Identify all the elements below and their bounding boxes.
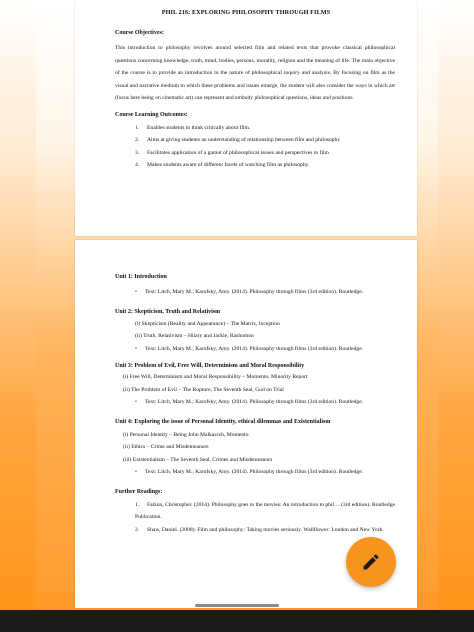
navigation-bar <box>0 610 474 632</box>
unit3-item: (ii) The Problem of Evil – The Rupture, The Seventh Seal, God on Trial <box>123 386 284 393</box>
unit4-item: (ii) Ethics – Crime and Misdemeanors <box>123 444 209 450</box>
unit2-item: (i) Skepticism (Reality and Appearance) – The Matrix, Inception <box>135 320 280 327</box>
outcome-item: 2. Aims at giving students an understanding of relationship between film and philosophy <box>135 137 341 143</box>
pencil-icon <box>361 552 381 572</box>
unit4-heading: Unit 4: Exploring the issue of Personal Identity, ethical dilemmas and Existentialism <box>115 418 331 425</box>
unit4-item: (iii) Existentialism – The Seventh Seal, Crimes and Misdemeanors <box>123 456 273 463</box>
document-title: PHIL 216: EXPLORING PHILOSOPHY THROUGH FILMS <box>161 9 331 16</box>
unit1-text: • Text: Litch, Mary M.; Karofsky, Amy. (2014). Philosophy through films (3rd edition). Routledge. <box>135 289 364 295</box>
further-reading-item: 1. Falzon, Christopher. (2014). Philosophy goes to the movies: An introduction to phil… (3rd edition). Routledge Publication. <box>135 501 395 520</box>
further-reading-item: 2. Shaw, Daniel. (2008). Film and philosophy: Taking movies seriously. Wallflower: London and New York. <box>135 526 384 533</box>
document-page-1 <box>75 0 417 236</box>
unit3-heading: Unit 3: Problem of Evil, Free Will, Determinism and Moral Responsibility <box>115 363 305 369</box>
unit2-heading: Unit 2: Skepticism, Truth and Relativism <box>115 308 221 315</box>
right-margin <box>438 0 474 632</box>
unit2-item: (ii) Truth, Relativism – Hilary and Jackie, Rashomon <box>135 333 254 339</box>
objectives-text: This introduction to philosophy revolves around selected film and related texts that provoke classical philosophical questions concerning knowledge, truth, mind, bodies, persons, morality, religion and the meaning of life. The main objective of the course is to provide an introduction to the nature of philosophical inquiry and analysis. By focusing on film as the visual and narrative medium in which these problems and issues emerge, the student will also consider the ways in which art (focus here being on cinematic art) can represent and embody philosophical questions, ideas and positions. <box>115 45 395 101</box>
unit2-text: • Text: Litch, Mary M.; Karofsky, Amy. (2014). Philosophy through films (3rd edition). Routledge. <box>135 345 364 352</box>
edit-fab-button[interactable] <box>346 537 396 587</box>
outcome-item: 3. Facilitates application of a gamut of philosophical issues and perspectives to film <box>135 149 329 156</box>
unit4-item: (i) Personal Identity – Being John Malkavich, Momento <box>123 431 249 438</box>
home-indicator[interactable] <box>195 604 279 607</box>
unit3-item: (i) Free Will, Determinism and Moral Responsibility – Momento, Minority Report <box>123 374 308 380</box>
unit1-heading: Unit 1: Introduction <box>115 274 167 280</box>
left-margin <box>0 0 36 632</box>
further-readings-heading: Further Readings: <box>115 488 163 495</box>
objectives-heading: Course Objectives: <box>115 30 164 36</box>
unit3-text: • Text: Litch, Mary M.; Karofsky, Amy. (2014). Philosophy through films (3rd edition). Routledge. <box>135 399 364 405</box>
outcome-item: 1. Enables students to think critically about film. <box>135 124 251 131</box>
unit4-text: • Text: Litch, Mary M.; Karofsky, Amy. (2014). Philosophy through films (3rd edition). Routledge. <box>135 469 364 475</box>
outcomes-heading: Course Learning Outcomes: <box>115 111 188 118</box>
outcome-item: 4. Makes students aware of different facets of watching film as philosophy. <box>135 162 310 168</box>
